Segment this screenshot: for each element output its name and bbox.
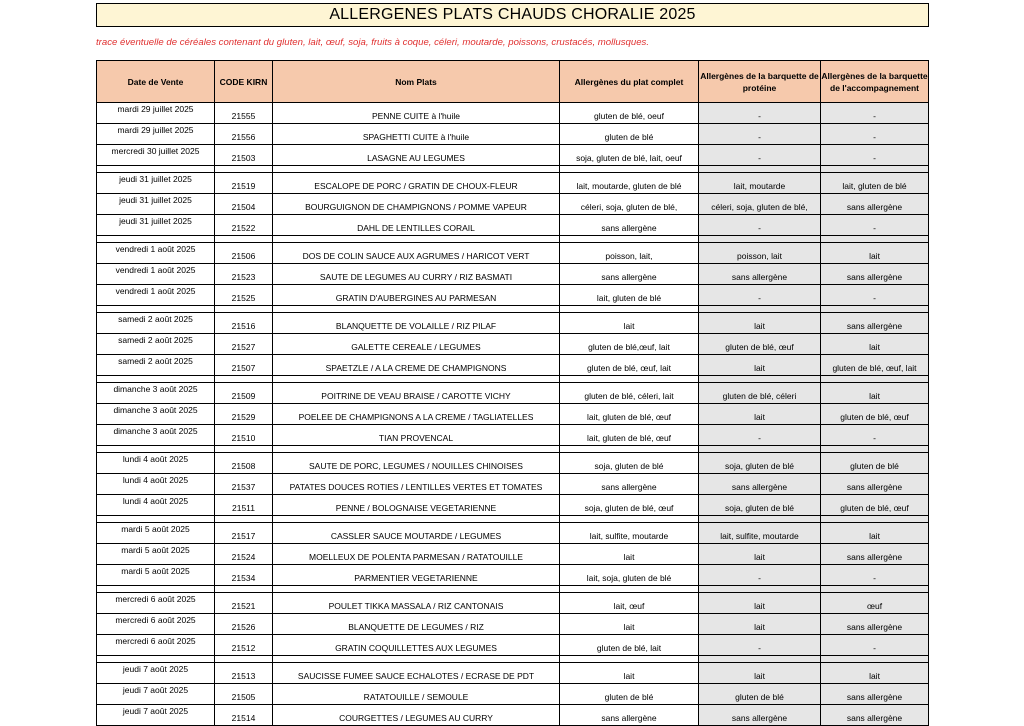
table-row <box>97 593 929 614</box>
side-allergens-cell: lait <box>821 334 929 355</box>
separator-cell <box>215 236 273 243</box>
separator-cell <box>560 306 699 313</box>
table-row <box>97 474 929 495</box>
day-separator-row <box>97 586 929 593</box>
side-allergens-cell: sans allergène <box>821 313 929 334</box>
code-cell: 21556 <box>215 124 273 145</box>
dish-name-cell: ESCALOPE DE PORC / GRATIN DE CHOUX-FLEUR <box>273 173 560 194</box>
separator-cell <box>215 306 273 313</box>
date-cell: lundi 4 août 2025 <box>97 495 215 516</box>
side-allergens-cell: sans allergène <box>821 614 929 635</box>
dish-name-cell: BLANQUETTE DE LEGUMES / RIZ <box>273 614 560 635</box>
date-cell: vendredi 1 août 2025 <box>97 243 215 264</box>
table-row <box>97 194 929 215</box>
protein-allergens-cell: gluten de blé, céleri <box>699 383 821 404</box>
code-cell: 21555 <box>215 103 273 124</box>
allergens-cell: lait, gluten de blé, œuf <box>560 404 699 425</box>
date-cell: lundi 4 août 2025 <box>97 453 215 474</box>
table-row <box>97 215 929 236</box>
side-allergens-cell: sans allergène <box>821 705 929 726</box>
trace-allergen-note: trace éventuelle de céréales contenant du gluten, lait, œuf, soja, fruits à coque, céleri, moutarde, poissons, crustacés, mollusques. <box>96 37 650 48</box>
dish-name-cell: COURGETTES / LEGUMES AU CURRY <box>273 705 560 726</box>
side-allergens-cell: - <box>821 285 929 306</box>
dish-name-cell: BLANQUETTE DE VOLAILLE / RIZ PILAF <box>273 313 560 334</box>
side-allergens-cell: - <box>821 425 929 446</box>
allergens-cell: gluten de blé, œuf, lait <box>560 355 699 376</box>
date-cell: vendredi 1 août 2025 <box>97 285 215 306</box>
day-separator-row <box>97 516 929 523</box>
dish-name-cell: MOELLEUX DE POLENTA PARMESAN / RATATOUILLE <box>273 544 560 565</box>
date-cell: lundi 4 août 2025 <box>97 474 215 495</box>
date-cell: vendredi 1 août 2025 <box>97 264 215 285</box>
date-cell: dimanche 3 août 2025 <box>97 383 215 404</box>
table-row <box>97 383 929 404</box>
allergens-cell: lait, œuf <box>560 593 699 614</box>
dish-name-cell: GRATIN D'AUBERGINES AU PARMESAN <box>273 285 560 306</box>
separator-cell <box>97 586 215 593</box>
dish-name-cell: BOURGUIGNON DE CHAMPIGNONS / POMME VAPEUR <box>273 194 560 215</box>
allergens-cell: gluten de blé, oeuf <box>560 103 699 124</box>
code-cell: 21512 <box>215 635 273 656</box>
protein-allergens-cell: lait, sulfite, moutarde <box>699 523 821 544</box>
separator-cell <box>560 446 699 453</box>
dish-name-cell: CASSLER SAUCE MOUTARDE / LEGUMES <box>273 523 560 544</box>
code-cell: 21517 <box>215 523 273 544</box>
separator-cell <box>821 376 929 383</box>
table-row <box>97 334 929 355</box>
table-row <box>97 355 929 376</box>
separator-cell <box>821 166 929 173</box>
date-cell: samedi 2 août 2025 <box>97 355 215 376</box>
allergens-cell: lait, gluten de blé <box>560 285 699 306</box>
dish-name-cell: TIAN PROVENCAL <box>273 425 560 446</box>
separator-cell <box>699 376 821 383</box>
side-allergens-cell: lait, gluten de blé <box>821 173 929 194</box>
dish-name-cell: RATATOUILLE / SEMOULE <box>273 684 560 705</box>
side-allergens-cell: sans allergène <box>821 684 929 705</box>
table-row <box>97 404 929 425</box>
separator-cell <box>699 166 821 173</box>
side-allergens-cell: sans allergène <box>821 474 929 495</box>
side-allergens-cell: - <box>821 635 929 656</box>
allergens-cell: lait <box>560 663 699 684</box>
dish-name-cell: DAHL DE LENTILLES CORAIL <box>273 215 560 236</box>
code-cell: 21508 <box>215 453 273 474</box>
separator-cell <box>215 166 273 173</box>
separator-cell <box>215 586 273 593</box>
allergens-cell: soja, gluten de blé, œuf <box>560 495 699 516</box>
day-separator-row <box>97 656 929 663</box>
protein-allergens-cell: sans allergène <box>699 264 821 285</box>
date-cell: jeudi 31 juillet 2025 <box>97 173 215 194</box>
side-allergens-cell: - <box>821 145 929 166</box>
side-allergens-cell: - <box>821 124 929 145</box>
separator-cell <box>215 656 273 663</box>
protein-allergens-cell: gluten de blé <box>699 684 821 705</box>
code-cell: 21526 <box>215 614 273 635</box>
code-cell: 21511 <box>215 495 273 516</box>
protein-allergens-cell: - <box>699 565 821 586</box>
protein-allergens-cell: lait <box>699 593 821 614</box>
allergens-cell: céleri, soja, gluten de blé, <box>560 194 699 215</box>
side-allergens-cell: gluten de blé, œuf, lait <box>821 355 929 376</box>
separator-cell <box>273 586 560 593</box>
protein-allergens-cell: gluten de blé, œuf <box>699 334 821 355</box>
code-cell: 21516 <box>215 313 273 334</box>
code-cell: 21505 <box>215 684 273 705</box>
col-header-side: Allergènes de la barquette de l'accompagnement <box>821 61 929 103</box>
dish-name-cell: PENNE CUITE à l'huile <box>273 103 560 124</box>
protein-allergens-cell: - <box>699 425 821 446</box>
side-allergens-cell: lait <box>821 243 929 264</box>
col-header-allergens: Allergènes du plat complet <box>560 61 699 103</box>
allergens-cell: lait <box>560 614 699 635</box>
protein-allergens-cell: soja, gluten de blé <box>699 495 821 516</box>
dish-name-cell: POULET TIKKA MASSALA / RIZ CANTONAIS <box>273 593 560 614</box>
protein-allergens-cell: - <box>699 124 821 145</box>
separator-cell <box>97 516 215 523</box>
separator-cell <box>97 306 215 313</box>
separator-cell <box>215 376 273 383</box>
dish-name-cell: SPAGHETTI CUITE à l'huile <box>273 124 560 145</box>
separator-cell <box>699 236 821 243</box>
dish-name-cell: POELEE DE CHAMPIGNONS A LA CREME / TAGLIATELLES <box>273 404 560 425</box>
table-row <box>97 124 929 145</box>
day-separator-row <box>97 376 929 383</box>
protein-allergens-cell: céleri, soja, gluten de blé, <box>699 194 821 215</box>
side-allergens-cell: - <box>821 565 929 586</box>
separator-cell <box>821 446 929 453</box>
date-cell: mardi 29 juillet 2025 <box>97 124 215 145</box>
day-separator-row <box>97 446 929 453</box>
table-row <box>97 453 929 474</box>
protein-allergens-cell: lait <box>699 544 821 565</box>
date-cell: jeudi 7 août 2025 <box>97 684 215 705</box>
separator-cell <box>97 446 215 453</box>
code-cell: 21537 <box>215 474 273 495</box>
table-row <box>97 425 929 446</box>
date-cell: dimanche 3 août 2025 <box>97 425 215 446</box>
code-cell: 21534 <box>215 565 273 586</box>
code-cell: 21524 <box>215 544 273 565</box>
separator-cell <box>215 516 273 523</box>
code-cell: 21514 <box>215 705 273 726</box>
allergens-cell: lait, gluten de blé, œuf <box>560 425 699 446</box>
date-cell: samedi 2 août 2025 <box>97 334 215 355</box>
separator-cell <box>97 376 215 383</box>
separator-cell <box>97 236 215 243</box>
separator-cell <box>821 586 929 593</box>
separator-cell <box>699 586 821 593</box>
separator-cell <box>821 306 929 313</box>
separator-cell <box>560 656 699 663</box>
protein-allergens-cell: poisson, lait <box>699 243 821 264</box>
col-header-code: CODE KIRN <box>215 61 273 103</box>
table-row <box>97 705 929 726</box>
separator-cell <box>821 236 929 243</box>
table-row <box>97 173 929 194</box>
day-separator-row <box>97 236 929 243</box>
protein-allergens-cell: - <box>699 635 821 656</box>
protein-allergens-cell: lait <box>699 313 821 334</box>
dish-name-cell: GALETTE CEREALE / LEGUMES <box>273 334 560 355</box>
table-row <box>97 635 929 656</box>
code-cell: 21504 <box>215 194 273 215</box>
allergens-cell: lait, soja, gluten de blé <box>560 565 699 586</box>
allergens-cell: sans allergène <box>560 215 699 236</box>
separator-cell <box>273 516 560 523</box>
allergens-cell: poisson, lait, <box>560 243 699 264</box>
dish-name-cell: PENNE / BOLOGNAISE VEGETARIENNE <box>273 495 560 516</box>
allergens-cell: sans allergène <box>560 474 699 495</box>
separator-cell <box>273 446 560 453</box>
separator-cell <box>699 516 821 523</box>
code-cell: 21506 <box>215 243 273 264</box>
protein-allergens-cell: lait <box>699 355 821 376</box>
separator-cell <box>215 446 273 453</box>
code-cell: 21503 <box>215 145 273 166</box>
dish-name-cell: POITRINE DE VEAU BRAISE / CAROTTE VICHY <box>273 383 560 404</box>
separator-cell <box>97 656 215 663</box>
separator-cell <box>273 376 560 383</box>
dish-name-cell: SAUTE DE PORC, LEGUMES / NOUILLES CHINOISES <box>273 453 560 474</box>
allergens-cell: gluten de blé, céleri, lait <box>560 383 699 404</box>
protein-allergens-cell: - <box>699 215 821 236</box>
date-cell: jeudi 31 juillet 2025 <box>97 194 215 215</box>
protein-allergens-cell: lait <box>699 663 821 684</box>
dish-name-cell: SAUCISSE FUMEE SAUCE ECHALOTES / ECRASE DE PDT <box>273 663 560 684</box>
col-header-date: Date de Vente <box>97 61 215 103</box>
dish-name-cell: SPAETZLE / A LA CREME DE CHAMPIGNONS <box>273 355 560 376</box>
side-allergens-cell: gluten de blé <box>821 453 929 474</box>
side-allergens-cell: lait <box>821 663 929 684</box>
allergens-cell: soja, gluten de blé <box>560 453 699 474</box>
separator-cell <box>273 166 560 173</box>
allergens-cell: soja, gluten de blé, lait, oeuf <box>560 145 699 166</box>
code-cell: 21519 <box>215 173 273 194</box>
code-cell: 21521 <box>215 593 273 614</box>
separator-cell <box>560 516 699 523</box>
protein-allergens-cell: - <box>699 285 821 306</box>
table-row <box>97 663 929 684</box>
protein-allergens-cell: lait <box>699 614 821 635</box>
date-cell: mardi 5 août 2025 <box>97 523 215 544</box>
dish-name-cell: PATATES DOUCES ROTIES / LENTILLES VERTES ET TOMATES <box>273 474 560 495</box>
side-allergens-cell: sans allergène <box>821 544 929 565</box>
table-row <box>97 614 929 635</box>
table-row <box>97 145 929 166</box>
protein-allergens-cell: - <box>699 103 821 124</box>
allergens-cell: lait, moutarde, gluten de blé <box>560 173 699 194</box>
side-allergens-cell: œuf <box>821 593 929 614</box>
date-cell: mardi 29 juillet 2025 <box>97 103 215 124</box>
col-header-name: Nom Plats <box>273 61 560 103</box>
separator-cell <box>560 586 699 593</box>
table-row <box>97 684 929 705</box>
date-cell: mercredi 6 août 2025 <box>97 593 215 614</box>
allergens-cell: gluten de blé, lait <box>560 635 699 656</box>
side-allergens-cell: lait <box>821 383 929 404</box>
separator-cell <box>699 446 821 453</box>
allergens-cell: gluten de blé <box>560 684 699 705</box>
code-cell: 21507 <box>215 355 273 376</box>
date-cell: jeudi 31 juillet 2025 <box>97 215 215 236</box>
allergens-cell: sans allergène <box>560 705 699 726</box>
protein-allergens-cell: lait, moutarde <box>699 173 821 194</box>
date-cell: mercredi 30 juillet 2025 <box>97 145 215 166</box>
date-cell: mercredi 6 août 2025 <box>97 614 215 635</box>
date-cell: dimanche 3 août 2025 <box>97 404 215 425</box>
allergens-cell: lait <box>560 313 699 334</box>
date-cell: jeudi 7 août 2025 <box>97 663 215 684</box>
allergens-cell: gluten de blé <box>560 124 699 145</box>
protein-allergens-cell: lait <box>699 404 821 425</box>
table-row <box>97 243 929 264</box>
day-separator-row <box>97 166 929 173</box>
separator-cell <box>97 166 215 173</box>
side-allergens-cell: sans allergène <box>821 264 929 285</box>
separator-cell <box>821 656 929 663</box>
separator-cell <box>273 236 560 243</box>
side-allergens-cell: sans allergène <box>821 194 929 215</box>
side-allergens-cell: lait <box>821 523 929 544</box>
protein-allergens-cell: sans allergène <box>699 474 821 495</box>
header-row <box>97 61 929 103</box>
separator-cell <box>560 236 699 243</box>
date-cell: jeudi 7 août 2025 <box>97 705 215 726</box>
separator-cell <box>560 376 699 383</box>
protein-allergens-cell: soja, gluten de blé <box>699 453 821 474</box>
protein-allergens-cell: - <box>699 145 821 166</box>
separator-cell <box>699 656 821 663</box>
allergen-table <box>96 60 929 726</box>
table-row <box>97 544 929 565</box>
table-row <box>97 103 929 124</box>
dish-name-cell: PARMENTIER VEGETARIENNE <box>273 565 560 586</box>
code-cell: 21529 <box>215 404 273 425</box>
code-cell: 21523 <box>215 264 273 285</box>
code-cell: 21510 <box>215 425 273 446</box>
separator-cell <box>821 516 929 523</box>
code-cell: 21525 <box>215 285 273 306</box>
table-row <box>97 264 929 285</box>
separator-cell <box>699 306 821 313</box>
separator-cell <box>273 656 560 663</box>
code-cell: 21522 <box>215 215 273 236</box>
table-row <box>97 565 929 586</box>
side-allergens-cell: - <box>821 215 929 236</box>
side-allergens-cell: gluten de blé, œuf <box>821 404 929 425</box>
separator-cell <box>273 306 560 313</box>
table-row <box>97 523 929 544</box>
table-row <box>97 285 929 306</box>
protein-allergens-cell: sans allergène <box>699 705 821 726</box>
dish-name-cell: DOS DE COLIN SAUCE AUX AGRUMES / HARICOT VERT <box>273 243 560 264</box>
date-cell: mercredi 6 août 2025 <box>97 635 215 656</box>
code-cell: 21527 <box>215 334 273 355</box>
allergens-cell: sans allergène <box>560 264 699 285</box>
date-cell: mardi 5 août 2025 <box>97 565 215 586</box>
date-cell: mardi 5 août 2025 <box>97 544 215 565</box>
table-row <box>97 313 929 334</box>
table-row <box>97 495 929 516</box>
code-cell: 21509 <box>215 383 273 404</box>
day-separator-row <box>97 306 929 313</box>
dish-name-cell: LASAGNE AU LEGUMES <box>273 145 560 166</box>
side-allergens-cell: gluten de blé, œuf <box>821 495 929 516</box>
dish-name-cell: SAUTE DE LEGUMES AU CURRY / RIZ BASMATI <box>273 264 560 285</box>
code-cell: 21513 <box>215 663 273 684</box>
dish-name-cell: GRATIN COQUILLETTES AUX LEGUMES <box>273 635 560 656</box>
allergens-cell: lait, sulfite, moutarde <box>560 523 699 544</box>
date-cell: samedi 2 août 2025 <box>97 313 215 334</box>
allergens-cell: gluten de blé,œuf, lait <box>560 334 699 355</box>
allergens-cell: lait <box>560 544 699 565</box>
col-header-protein: Allergènes de la barquette de protéine <box>699 61 821 103</box>
side-allergens-cell: - <box>821 103 929 124</box>
separator-cell <box>560 166 699 173</box>
document-title: ALLERGENES PLATS CHAUDS CHORALIE 2025 <box>96 3 929 27</box>
